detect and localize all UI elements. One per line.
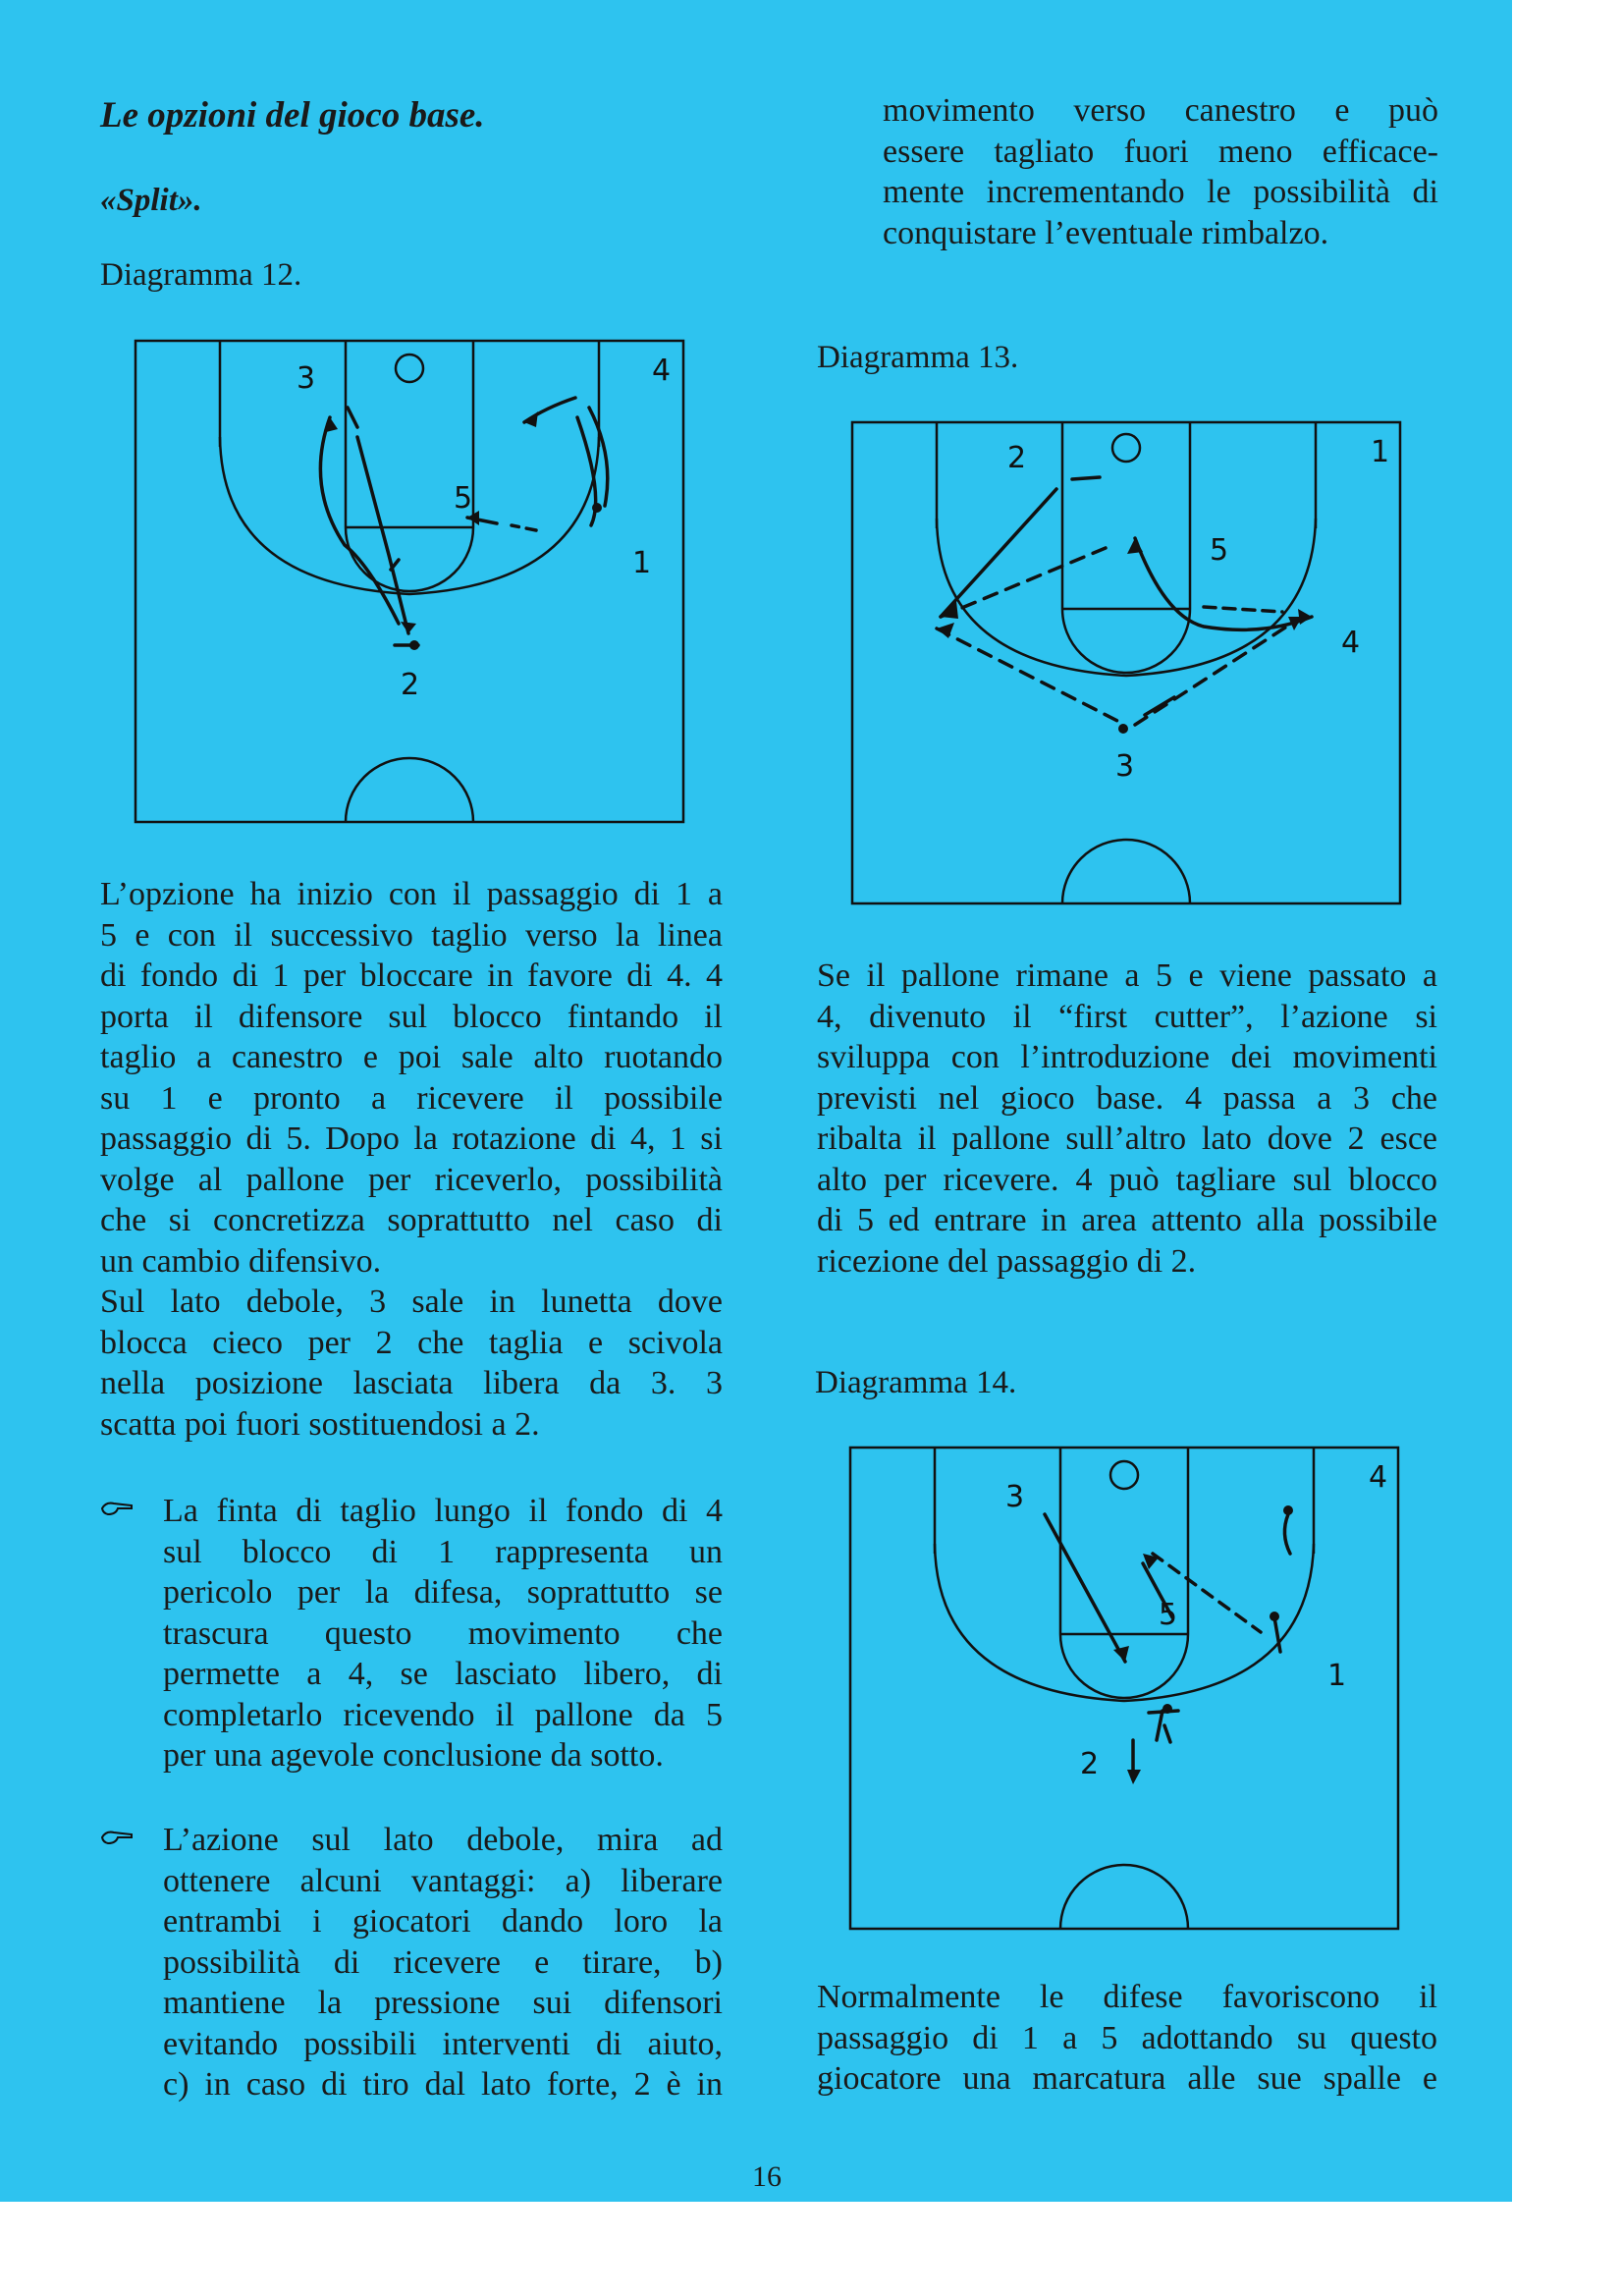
court-outline — [850, 1448, 1398, 1929]
paragraph-13: Se il pallone rimane a 5 e viene passato a 4, divenuto il “first cutter”, l’azione si sviluppa con l’introduzione dei movimenti previsti nel gioco base. 4 passa a 3 che ribalta il pallone sull’altro lato dove 2 esce alto per ricevere. 4 può tagliare sul blocco di 5 ed entrare in area attento alla possibile ricezione del passaggio di 2. — [817, 957, 1437, 1280]
player-4-label: 4 — [1369, 1460, 1388, 1495]
player-4-label: 4 — [652, 354, 672, 388]
player-5-label: 5 — [1159, 1598, 1178, 1632]
player-2-label: 2 — [401, 668, 420, 702]
player-5-label: 5 — [1210, 533, 1229, 568]
player-5-label: 5 — [454, 481, 473, 516]
paragraph-1: L’opzione ha inizio con il passaggio di 1 a 5 e con il successivo taglio verso la linea di fondo di 1 per bloccare in favore di 4. 4 porta il difensore sul blocco fintando il taglio a canestro e poi sale alto ruotando su 1 e pronto a ricevere il possibile passaggio di 5. Dopo la rotazione di 4, 1 si volge al pallone per riceverlo, possibilità che si concretizza soprattutto nel caso di un cambio difensivo. Sul lato debole, 3 sale in lunetta dove blocca cieco per 2 che taglia e scivola nella posizione lasciata libera da 3. 3 scatta poi fuori sostituendosi a 2. — [100, 876, 723, 1443]
court-outline — [852, 422, 1400, 903]
player-4-label: 4 — [1341, 626, 1361, 660]
player-1-label: 1 — [1371, 435, 1390, 469]
continuation-paragraph: movimento verso canestro e può essere tagliato fuori meno efficace- mente incrementando le possibilità di conquistare l’eventuale rimbalzo. — [883, 92, 1438, 251]
basket-circle-icon — [1110, 1461, 1138, 1489]
bullet-item-1: La finta di taglio lungo il fondo di 4 sul blocco di 1 rappresenta un pericolo per la difesa, soprattutto se trascura questo movimento che permette a 4, se lasciato libero, di completarlo ricevendo il pallone da 5 per una agevole conclusione da sotto. — [100, 1491, 723, 1785]
player-2-label: 2 — [1080, 1747, 1100, 1781]
pointing-hand-icon — [100, 1828, 134, 1847]
player-3-label: 3 — [1005, 1480, 1025, 1514]
player-1-label: 1 — [1327, 1659, 1347, 1693]
player-3-label: 3 — [297, 361, 316, 396]
diagram-14 — [848, 1446, 1400, 1932]
basket-circle-icon — [1112, 434, 1140, 462]
diagram-13-label: Diagramma 13. — [817, 340, 1019, 375]
paragraph-14: Normalmente le difese favoriscono il passaggio di 1 a 5 adottando su questo giocatore una marcatura alle sue spalle e — [817, 1979, 1437, 2097]
player-1-label: 1 — [632, 546, 652, 580]
player-3-label: 3 — [1115, 749, 1135, 784]
diagram-12 — [134, 339, 685, 825]
page-number: 16 — [752, 2160, 782, 2193]
subtitle: «Split». — [100, 183, 202, 218]
section-title: Le opzioni del gioco base. — [100, 95, 485, 136]
diagram-12-label: Diagramma 12. — [100, 257, 302, 293]
court-outline — [135, 341, 683, 822]
player-2-label: 2 — [1007, 441, 1027, 475]
bullet-item-2: L’azione sul lato debole, mira ad ottenere alcuni vantaggi: a) liberare entrambi i giocatori dando loro la possibilità di ricevere e tirare, b) mantiene la pressione sui difensori evitando possibili interventi di aiuto, c) in caso di tiro dal lato forte, 2 è in — [100, 1820, 723, 2114]
pointing-hand-icon — [100, 1499, 134, 1518]
basket-circle-icon — [396, 355, 423, 382]
diagram-13 — [850, 420, 1402, 906]
diagram-14-label: Diagramma 14. — [815, 1365, 1017, 1400]
